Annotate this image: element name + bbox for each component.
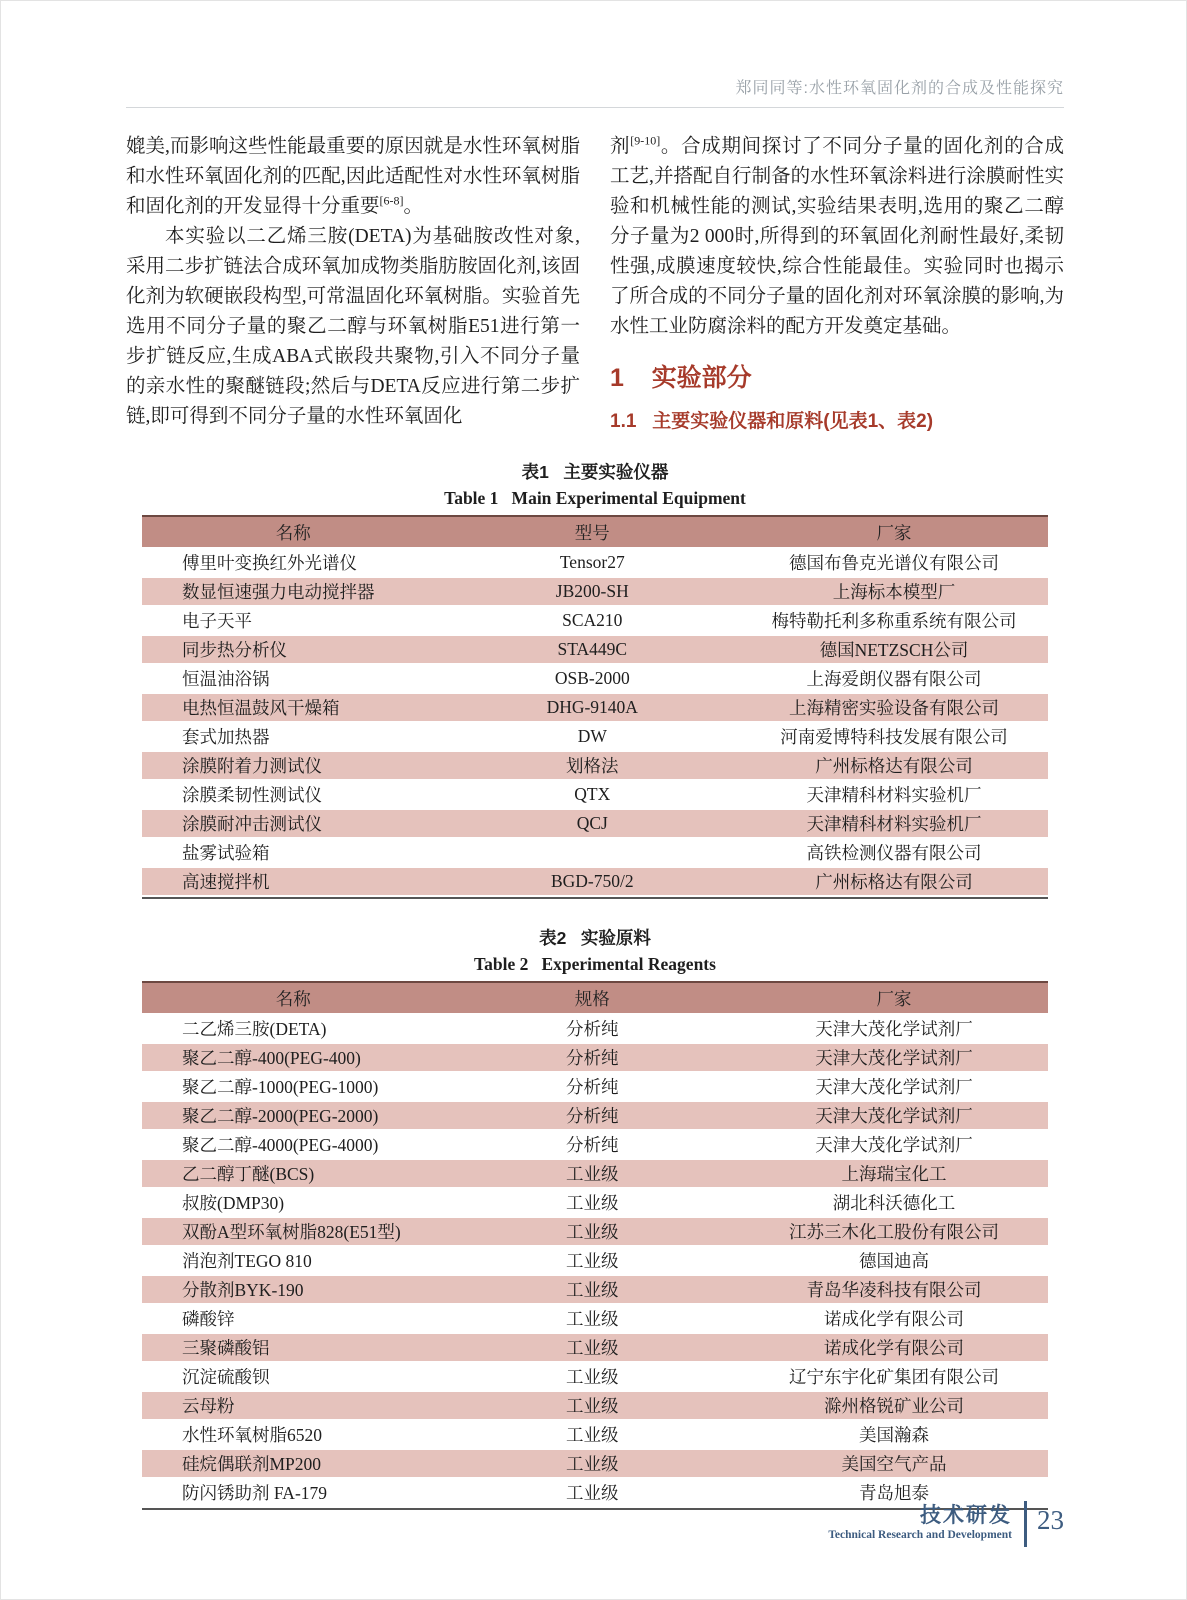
table-row: [142, 1131, 1048, 1160]
paragraph: 本实验以二乙烯三胺(DETA)为基础胺改性对象,采用二步扩链法合成环氧加成物类脂肪胺固化剂,该固化剂为软硬嵌段构型,可常温固化环氧树脂。实验首先选用不同分子量的聚乙二醇与环氧树脂E51进行第一步扩链反应,生成ABA式嵌段共聚物,引入不同分子量的亲水性的聚醚链段;然后与DETA反应进行第二步扩链,即可得到不同分子量的水性环氧固化: [126, 226, 580, 427]
table-cell: 傅里叶变换红外光谱仪: [142, 549, 445, 578]
table-cell: 广州标格达有限公司: [740, 752, 1048, 781]
table-row: [142, 549, 1048, 578]
table-cell: 防闪锈助剂 FA-179: [142, 1479, 445, 1508]
table-row: [142, 578, 1048, 607]
table-cell: 磷酸锌: [142, 1305, 445, 1334]
table-cell: 工业级: [445, 1189, 740, 1218]
table-cell: 工业级: [445, 1160, 740, 1189]
table-cell: 分析纯: [445, 1015, 740, 1044]
column-header: 名称: [142, 983, 445, 1015]
table-cell: SCA210: [445, 607, 740, 636]
table-cell: Tensor27: [445, 549, 740, 578]
table-cell: 辽宁东宇化矿集团有限公司: [740, 1363, 1048, 1392]
subsection-heading: 1.1 主要实验仪器和原料(见表1、表2): [610, 411, 934, 432]
table-row: [142, 1392, 1048, 1421]
table-cell: 天津精科材料实验机厂: [740, 781, 1048, 810]
table-cell: 广州标格达有限公司: [740, 868, 1048, 897]
table-row: [142, 810, 1048, 839]
table-cell: 云母粉: [142, 1392, 445, 1421]
table-cell: 天津大茂化学试剂厂: [740, 1131, 1048, 1160]
table-cell: 天津大茂化学试剂厂: [740, 1044, 1048, 1073]
table-cell: 划格法: [445, 752, 740, 781]
table-cell: 青岛旭泰: [740, 1479, 1048, 1508]
table-cell: QCJ: [445, 810, 740, 839]
table-cell: 分析纯: [445, 1073, 740, 1102]
table-cell: 套式加热器: [142, 723, 445, 752]
page-number: 23: [1037, 1505, 1064, 1535]
table-row: [142, 1247, 1048, 1276]
table-cell: 聚乙二醇-400(PEG-400): [142, 1044, 445, 1073]
table-cell: 工业级: [445, 1334, 740, 1363]
table-equipment: [142, 515, 1048, 899]
table-cell: 分析纯: [445, 1131, 740, 1160]
table-cell: 工业级: [445, 1305, 740, 1334]
table-row: [142, 607, 1048, 636]
table-cell: 上海标本模型厂: [740, 578, 1048, 607]
table-cell: JB200-SH: [445, 578, 740, 607]
table1-title-en: Table 1 Main Experimental Equipment: [444, 488, 746, 508]
table-cell: 上海瑞宝化工: [740, 1160, 1048, 1189]
table-row: [142, 1450, 1048, 1479]
table-cell: 美国瀚森: [740, 1421, 1048, 1450]
table-row: [142, 694, 1048, 723]
column-header: 名称: [142, 517, 445, 549]
table-cell: 电子天平: [142, 607, 445, 636]
reference-superscript: [9-10]: [630, 133, 661, 148]
table-cell: QTX: [445, 781, 740, 810]
table-cell: [445, 839, 740, 868]
table-cell: DW: [445, 723, 740, 752]
table-cell: 工业级: [445, 1247, 740, 1276]
table-cell: 聚乙二醇-1000(PEG-1000): [142, 1073, 445, 1102]
table-cell: 天津大茂化学试剂厂: [740, 1073, 1048, 1102]
table-cell: 三聚磷酸铝: [142, 1334, 445, 1363]
table-cell: 电热恒温鼓风干燥箱: [142, 694, 445, 723]
table-reagents: [142, 981, 1048, 1510]
footer-section-cn: 技术研发: [920, 1504, 1012, 1527]
table-cell: 沉淀硫酸钡: [142, 1363, 445, 1392]
paragraph-continued: [126, 132, 580, 222]
table-cell: 聚乙二醇-4000(PEG-4000): [142, 1131, 445, 1160]
table-cell: DHG-9140A: [445, 694, 740, 723]
table-header-row: [142, 517, 1048, 549]
table-cell: 水性环氧树脂6520: [142, 1421, 445, 1450]
table-cell: 双酚A型环氧树脂828(E51型): [142, 1218, 445, 1247]
table-row: [142, 752, 1048, 781]
table-row: [142, 1160, 1048, 1189]
table-cell: 工业级: [445, 1276, 740, 1305]
table-cell: 二乙烯三胺(DETA): [142, 1015, 445, 1044]
table-cell: 分散剂BYK-190: [142, 1276, 445, 1305]
reference-superscript: [6-8]: [379, 193, 404, 208]
table-cell: 恒温油浴锅: [142, 665, 445, 694]
table-cell: 消泡剂TEGO 810: [142, 1247, 445, 1276]
table-row: [142, 781, 1048, 810]
footer-labels: [828, 1505, 1012, 1543]
table-cell: 同步热分析仪: [142, 636, 445, 665]
table-cell: 上海精密实验设备有限公司: [740, 694, 1048, 723]
table-cell: 天津大茂化学试剂厂: [740, 1102, 1048, 1131]
table-cell: 高速搅拌机: [142, 868, 445, 897]
table-cell: 德国NETZSCH公司: [740, 636, 1048, 665]
table-cell: 盐雾试验箱: [142, 839, 445, 868]
table-row: [142, 868, 1048, 897]
table2-title-cn: 表2 实验原料: [539, 928, 651, 948]
table1-title-cn: 表1 主要实验仪器: [521, 462, 669, 482]
table-cell: 德国迪高: [740, 1247, 1048, 1276]
table-cell: 梅特勒托利多称重系统有限公司: [740, 607, 1048, 636]
table-cell: 工业级: [445, 1479, 740, 1508]
table-cell: 工业级: [445, 1450, 740, 1479]
column-header: 厂家: [740, 517, 1048, 549]
table-row: [142, 839, 1048, 868]
table-row: [142, 723, 1048, 752]
table-cell: 江苏三木化工股份有限公司: [740, 1218, 1048, 1247]
table-row: [142, 1363, 1048, 1392]
table-row: [142, 1015, 1048, 1044]
footer-section-en: Technical Research and Development: [828, 1529, 1012, 1541]
table-cell: 分析纯: [445, 1044, 740, 1073]
page-footer: [828, 1501, 1064, 1547]
table-cell: 青岛华凌科技有限公司: [740, 1276, 1048, 1305]
table-cell: 滁州格锐矿业公司: [740, 1392, 1048, 1421]
column-header: 厂家: [740, 983, 1048, 1015]
table-row: [142, 1044, 1048, 1073]
table-cell: 天津大茂化学试剂厂: [740, 1015, 1048, 1044]
table-cell: 上海爱朗仪器有限公司: [740, 665, 1048, 694]
table-cell: 分析纯: [445, 1102, 740, 1131]
table-row: [142, 1276, 1048, 1305]
table-cell: 美国空气产品: [740, 1450, 1048, 1479]
table-cell: 叔胺(DMP30): [142, 1189, 445, 1218]
table-cell: 天津精科材料实验机厂: [740, 810, 1048, 839]
table-row: [142, 1334, 1048, 1363]
table-cell: 聚乙二醇-2000(PEG-2000): [142, 1102, 445, 1131]
table-row: [142, 1421, 1048, 1450]
table-cell: 工业级: [445, 1218, 740, 1247]
table-row: [142, 665, 1048, 694]
paragraph-text: 。合成期间探讨了不同分子量的固化剂的合成工艺,并搭配自行制备的水性环氧涂料进行涂膜耐性实验和机械性能的测试,实验结果表明,选用的聚乙二醇分子量为2 000时,所得到的环氧固化剂耐性最好,柔韧性强,成膜速度较快,综合性能最佳。实验同时也揭示了所合成的不同分子量的固化剂对环氧涂膜的影响,为水性工业防腐涂料的配方开发奠定基础。: [610, 136, 1064, 337]
table-row: [142, 1073, 1048, 1102]
table-row: [142, 1189, 1048, 1218]
table-cell: STA449C: [445, 636, 740, 665]
table-cell: 工业级: [445, 1421, 740, 1450]
table-row: [142, 636, 1048, 665]
table-cell: 涂膜柔韧性测试仪: [142, 781, 445, 810]
intro-columns: [126, 132, 1064, 433]
table-cell: 涂膜耐冲击测试仪: [142, 810, 445, 839]
footer-divider: [1024, 1501, 1027, 1547]
paragraph-text: 。: [403, 196, 424, 217]
table-cell: 工业级: [445, 1392, 740, 1421]
table-cell: 诺成化学有限公司: [740, 1305, 1048, 1334]
column-header: 型号: [445, 517, 740, 549]
table-header-row: [142, 983, 1048, 1015]
table-cell: 乙二醇丁醚(BCS): [142, 1160, 445, 1189]
table-cell: 数显恒速强力电动搅拌器: [142, 578, 445, 607]
table-row: [142, 1218, 1048, 1247]
table-cell: BGD-750/2: [445, 868, 740, 897]
paragraph-text: 剂: [610, 136, 631, 157]
paragraph-continued: [610, 132, 1064, 342]
table-cell: OSB-2000: [445, 665, 740, 694]
table2-title-en: Table 2 Experimental Reagents: [474, 954, 716, 974]
table-cell: 德国布鲁克光谱仪有限公司: [740, 549, 1048, 578]
table-cell: 河南爱博特科技发展有限公司: [740, 723, 1048, 752]
table-row: [142, 1102, 1048, 1131]
paragraph-text: 媲美,而影响这些性能最重要的原因就是水性环氧树脂和水性环氧固化剂的匹配,因此适配性对水性环氧树脂和固化剂的开发显得十分重要: [126, 136, 580, 217]
section-heading: 1 实验部分: [610, 364, 752, 392]
column-header: 规格: [445, 983, 740, 1015]
running-head: 郑同同等:水性环氧固化剂的合成及性能探究: [126, 75, 1064, 108]
table-row: [142, 1305, 1048, 1334]
table-cell: 诺成化学有限公司: [740, 1334, 1048, 1363]
table-cell: 工业级: [445, 1363, 740, 1392]
table-cell: 湖北科沃德化工: [740, 1189, 1048, 1218]
table-cell: 涂膜附着力测试仪: [142, 752, 445, 781]
table-cell: 硅烷偶联剂MP200: [142, 1450, 445, 1479]
table-cell: 高铁检测仪器有限公司: [740, 839, 1048, 868]
right-column: [610, 132, 1064, 433]
left-column: [126, 132, 580, 433]
